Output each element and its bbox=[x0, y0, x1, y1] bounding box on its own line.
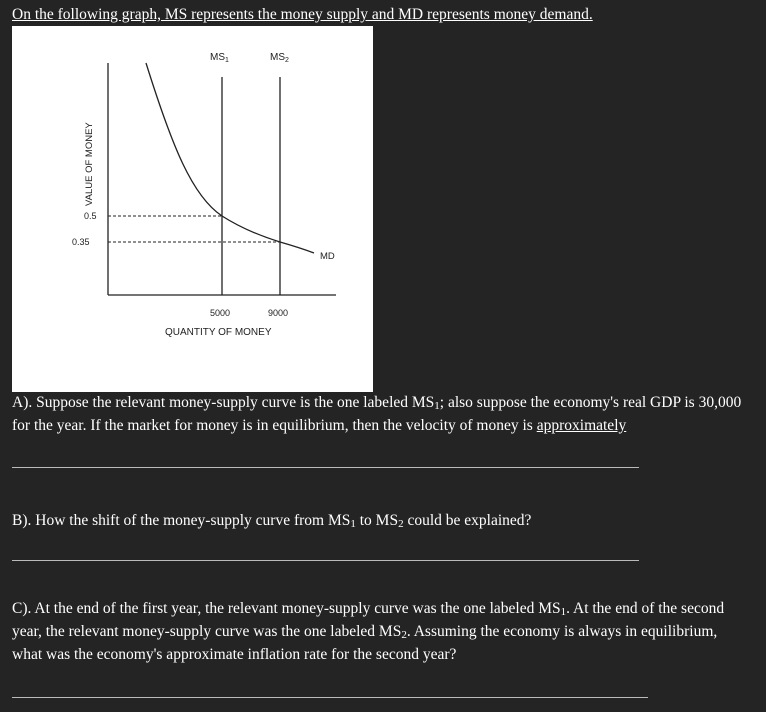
md-label: MD bbox=[320, 251, 335, 262]
x-axis-label: QUANTITY OF MONEY bbox=[165, 327, 272, 338]
y-axis-label: VALUE OF MONEY bbox=[84, 122, 95, 206]
question-b: B). How the shift of the money-supply curve from $MS_1$ to $MS_2$ could be explained? bbox=[12, 512, 532, 530]
ms1-label: $MS_1$ bbox=[210, 52, 229, 64]
x-tick-9000: 9000 bbox=[268, 308, 289, 318]
answer-line-b[interactable] bbox=[12, 560, 639, 561]
approximately-link[interactable]: approximately bbox=[536, 417, 627, 434]
graph-svg bbox=[12, 26, 373, 392]
question-a: A). Suppose the relevant money-supply curve is the one labeled $MS_1$; also suppose the economy's real GDP is 30,000 for the year. If the market for money is in equilibrium, then the velocity of money is approximately bbox=[12, 394, 742, 434]
ms2-label: $MS_2$ bbox=[270, 52, 289, 64]
answer-line-c[interactable] bbox=[12, 697, 648, 698]
md-curve bbox=[146, 63, 314, 253]
x-tick-5000: 5000 bbox=[210, 308, 231, 318]
intro-text: On the following graph, MS represents the money supply and MD represents money demand. bbox=[12, 6, 593, 23]
answer-line-a[interactable] bbox=[12, 467, 639, 468]
question-c: C). At the end of the first year, the relevant money-supply curve was the one labeled $MS_1$. At the end of the second year, the relevant money-supply curve was the one labeled $MS_2$. Assuming the economy is always in equilibrium, what was the economy's approximate inflation rate for the second year? bbox=[12, 600, 725, 663]
money-market-graph bbox=[12, 26, 373, 392]
y-tick-0.35: 0.35 bbox=[72, 237, 90, 247]
y-tick-0.5: 0.5 bbox=[84, 211, 97, 221]
